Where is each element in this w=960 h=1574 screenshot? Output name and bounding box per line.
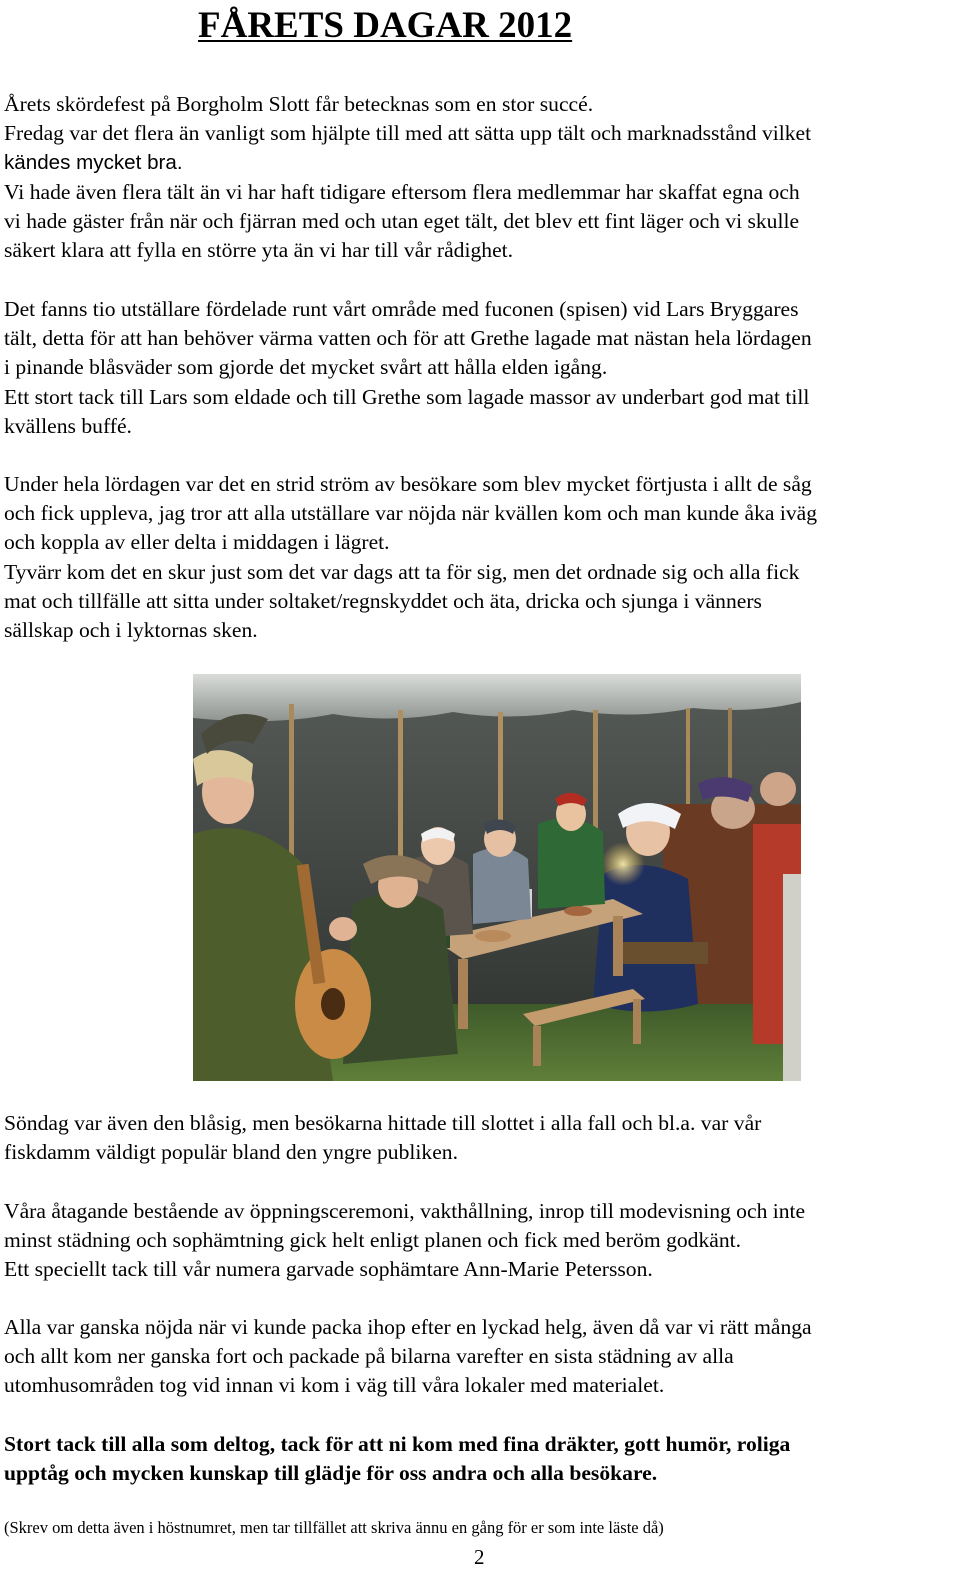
text-line: utomhusområden tog vid innan vi kom i väg till våra lokaler med materialet.	[4, 1373, 665, 1398]
footnote: (Skrev om detta även i höstnumret, men tar tillfället att skriva ännu en gång för er som inte läste då)	[4, 1518, 664, 1537]
text-line: Ett speciellt tack till vår numera garvade sophämtare Ann-Marie Petersson.	[4, 1257, 653, 1282]
text-line: Tyvärr kom det en skur just som det var dags att ta för sig, men det ordnade sig och alla fick	[4, 559, 800, 584]
text-line: Alla var ganska nöjda när vi kunde packa ihop efter en lyckad helg, även då var vi rätt många	[4, 1315, 812, 1339]
paragraph-intro	[4, 90, 960, 265]
text-line: Vi hade även flera tält än vi har haft tidigare eftersom flera medlemmar har skaffat egna och	[4, 179, 800, 204]
text-line: och allt kom ner ganska fort och packade på bilarna varefter en sista städning av alla	[4, 1344, 734, 1369]
paragraph-duties	[4, 1197, 960, 1285]
text-line: Under hela lördagen var det en strid ström av besökare som blev mycket förtjusta i allt de såg	[4, 472, 812, 496]
text-line: säkert klara att fylla en större yta än vi har till vår rådighet.	[4, 238, 514, 263]
text-line: Våra åtagande bestående av öppningsceremoni, vakthållning, inrop till modevisning och inte	[4, 1199, 806, 1223]
page-number: 2	[474, 1545, 485, 1569]
page-title: FÅRETS DAGAR 2012	[198, 5, 573, 46]
text-line: Ett stort tack till Lars som eldade och till Grethe som lagade massor av underbart god mat till	[4, 384, 810, 409]
paragraph-exhibitors	[4, 295, 960, 441]
text-line: Årets skördefest på Borgholm Slott får betecknas som en stor succé.	[4, 92, 594, 116]
text-line: och fick uppleva, jag tror att alla utställare var nöjda när kvällen kom och man kunde åka iväg	[4, 501, 818, 526]
text-line: kändes mycket bra.	[4, 151, 183, 175]
text-line: sällskap och i lyktornas sken.	[4, 618, 258, 643]
feast-photo	[193, 674, 801, 1081]
text-line: kvällens buffé.	[4, 413, 132, 438]
paragraph-packing	[4, 1313, 960, 1401]
text-line: fiskdamm väldigt populär bland den yngre publiken.	[4, 1140, 458, 1165]
text-line: och koppla av eller delta i middagen i lägret.	[4, 530, 390, 555]
text-line: Söndag var även den blåsig, men besökarna hittade till slottet i alla fall och bl.a. var vår	[4, 1111, 762, 1135]
feast-photo-illustration	[193, 674, 801, 1081]
paragraph-saturday	[4, 470, 960, 645]
text-line: Fredag var det flera än vanligt som hjälpte till med att sätta upp tält och marknadsstånd vilket	[4, 121, 812, 146]
paragraph-thanks	[4, 1430, 960, 1488]
text-line: Stort tack till alla som deltog, tack för att ni kom med fina dräkter, gott humör, roliga	[4, 1432, 791, 1456]
text-line: tält, detta för att han behöver värma vatten och för att Grethe lagade mat nästan hela lördagen	[4, 326, 812, 351]
text-line: minst städning och sophämtning gick helt enligt planen och fick med beröm godkänt.	[4, 1228, 742, 1253]
text-line: Det fanns tio utställare fördelade runt vårt område med fuconen (spisen) vid Lars Bryggares	[4, 297, 799, 321]
text-line: i pinande blåsväder som gjorde det mycket svårt att hålla elden igång.	[4, 355, 608, 380]
text-line: mat och tillfälle att sitta under soltaket/regnskyddet och äta, dricka och sjunga i vänners	[4, 588, 762, 613]
text-line: upptåg och mycken kunskap till glädje för oss andra och alla besökare.	[4, 1461, 658, 1486]
text-line: vi hade gäster från när och fjärran med och utan eget tält, det blev ett fint läger och vi skulle	[4, 208, 800, 233]
paragraph-sunday	[4, 1109, 960, 1167]
